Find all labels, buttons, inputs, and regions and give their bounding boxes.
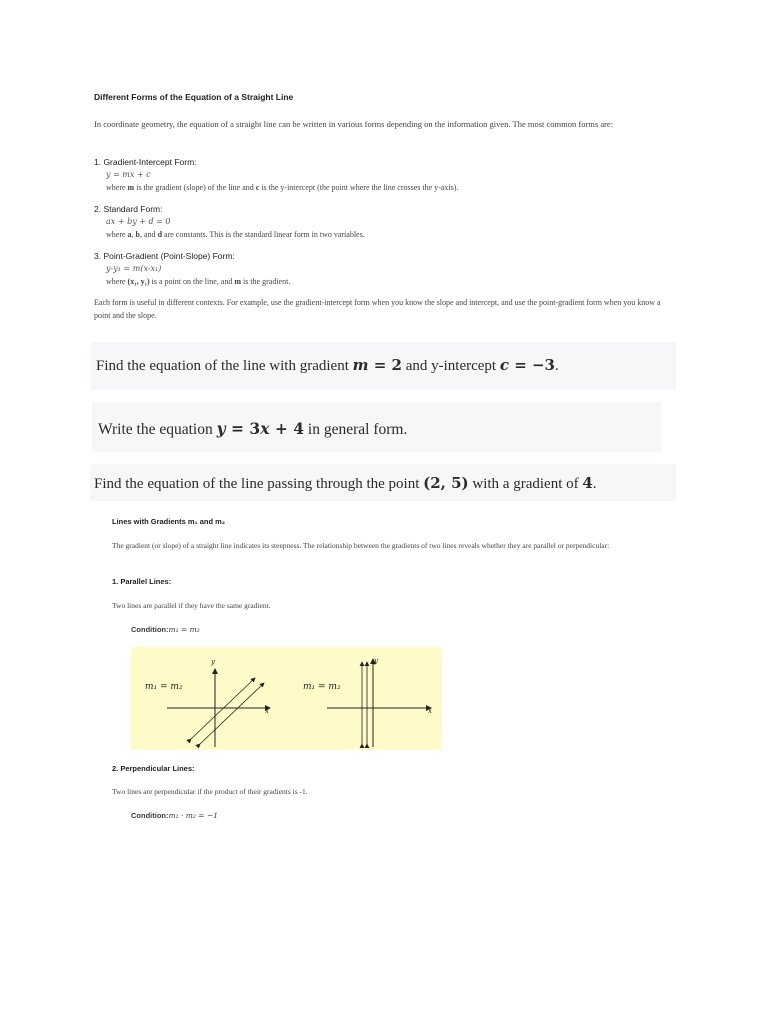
left-y-label: y [211,658,215,666]
form1-heading: 1. Gradient-Intercept Form: [94,157,197,167]
form3-formula: y-y₁ = m(x-x₁) [106,264,162,273]
intro-paragraph: In coordinate geometry, the equation of a straight line can be written in various forms depending on the information given. The most common forms are: [94,119,614,129]
form2-formula: ax + by + d = 0 [106,217,171,226]
right-y-label: y [374,657,378,665]
parallel-heading: 1. Parallel Lines: [112,577,172,586]
question-1-text: Find the equation of the line with gradient m = 2 and y-intercept c = −3. [96,356,559,374]
parallel-text: Two lines are parallel if they have the same gradient. [112,601,271,610]
perpendicular-text: Two lines are perpendicular if the product of their gradients is -1. [112,787,308,796]
form2-heading: 2. Standard Form: [94,204,163,214]
right-diagram-label: m₁ = m₂ [303,682,341,692]
form2-note: where a, b, and d are constants. This is the standard linear form in two variables. [106,230,365,239]
form3-heading: 3. Point-Gradient (Point-Slope) Form: [94,251,235,261]
form1-note: where m is the gradient (slope) of the line and c is the y-intercept (the point where the line crosses the y-axis). [106,183,459,192]
parallel-lines-diagram [131,647,442,750]
right-x-label: x [428,707,432,715]
left-diagram-label: m₁ = m₂ [145,682,183,692]
gradients-intro: The gradient (or slope) of a straight line indicates its steepness. The relationship between the gradients of two lines reveals whether they are parallel or perpendicular: [112,541,610,550]
question-2-text: Write the equation y = 3x + 4 in general form. [98,419,408,438]
page-title: Different Forms of the Equation of a Straight Line [94,92,294,102]
left-parallel-line-2 [200,683,264,744]
perpendicular-condition: Condition:m₁ · m₂ = −1 [131,811,218,820]
left-x-label: x [265,707,269,715]
perpendicular-heading: 2. Perpendicular Lines: [112,764,195,773]
question-card-2[interactable] [92,402,661,452]
question-3-text: Find the equation of the line passing through the point (2, 5) with a gradient of 4. [94,474,597,492]
form3-note: where (x₁, y₁) is a point on the line, and m is the gradient. [106,277,291,286]
parallel-condition: Condition:m₁ = m₂ [131,625,200,634]
question-card-1[interactable] [91,342,676,390]
parallel-lines-svg [131,647,442,750]
question-card-3[interactable] [90,464,676,501]
usage-paragraph: Each form is useful in different contexts. For example, use the gradient-intercept form when you know the slope and intercept, and use the point-gradient form when you know a point and the slope. [94,298,661,320]
gradients-heading: Lines with Gradients m₁ and m₂ [112,517,226,526]
form1-formula: y = mx + c [106,170,151,179]
